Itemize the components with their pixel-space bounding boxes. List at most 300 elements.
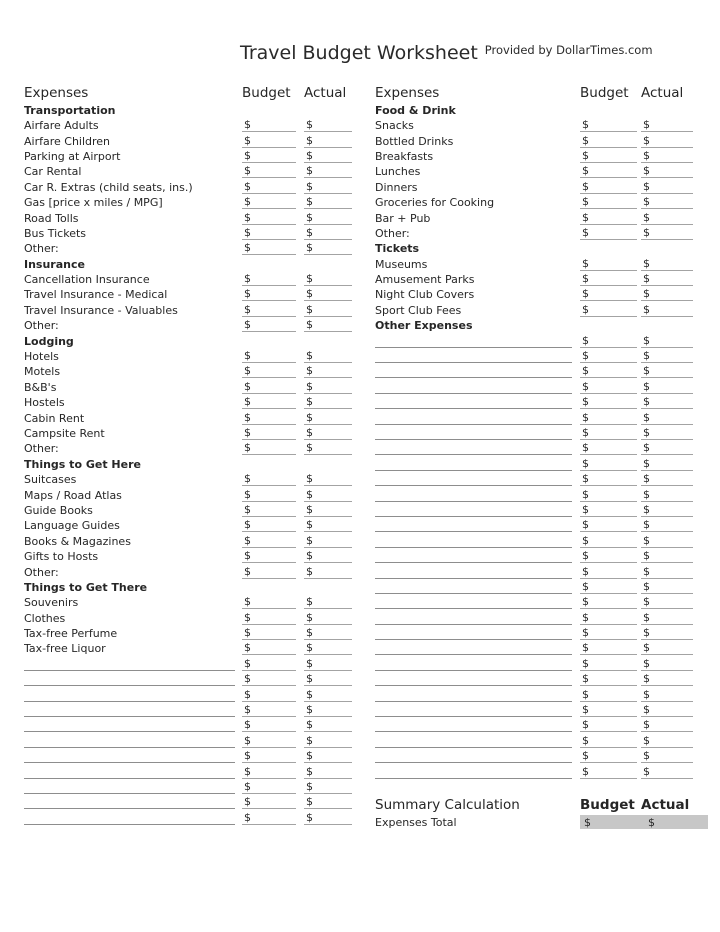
blank-expense-row (24, 809, 352, 824)
currency-symbol: $ (582, 579, 589, 593)
blank-write-in-line (24, 749, 235, 763)
actual-amount-field (641, 180, 693, 194)
expense-row (375, 301, 693, 316)
actual-amount-field (304, 287, 352, 301)
budget-amount-field (580, 641, 637, 655)
currency-symbol: $ (582, 687, 589, 701)
blank-write-in-line (24, 795, 235, 809)
blank-expense-row (375, 378, 693, 393)
currency-symbol: $ (306, 148, 313, 162)
blank-write-in-line (375, 472, 572, 486)
budget-amount-field (580, 164, 637, 178)
actual-column-header: Actual (304, 85, 347, 102)
expense-label: Hotels (24, 350, 59, 364)
expense-row (24, 409, 352, 424)
currency-symbol: $ (306, 225, 313, 239)
currency-symbol: $ (582, 733, 589, 747)
expense-row (24, 363, 352, 378)
expense-label: Dinners (375, 180, 418, 194)
currency-symbol: $ (244, 810, 251, 824)
blank-write-in-line (375, 380, 572, 394)
actual-amount-field (641, 349, 693, 363)
blank-write-in-line (375, 765, 572, 779)
blank-write-in-line (24, 811, 235, 825)
budget-amount-field (242, 318, 296, 332)
budget-amount-field (242, 134, 296, 148)
budget-amount-field (242, 441, 296, 455)
currency-symbol: $ (643, 733, 650, 747)
budget-amount-field (580, 272, 637, 286)
actual-amount-field (641, 488, 693, 502)
actual-amount-field (304, 626, 352, 640)
actual-amount-field (641, 580, 693, 594)
column-header-row (375, 86, 693, 101)
currency-symbol: $ (306, 241, 313, 255)
expense-row (24, 194, 352, 209)
currency-symbol: $ (306, 379, 313, 393)
currency-symbol: $ (306, 641, 313, 655)
expense-row (24, 563, 352, 578)
expense-row (24, 502, 352, 517)
expense-label: Cabin Rent (24, 411, 85, 425)
currency-symbol: $ (244, 195, 251, 209)
actual-amount-field (304, 780, 352, 794)
currency-symbol: $ (643, 133, 650, 147)
currency-symbol: $ (306, 441, 313, 455)
budget-amount-field (242, 749, 296, 763)
expense-row (24, 178, 352, 193)
currency-symbol: $ (244, 549, 251, 563)
summary-header-row (375, 796, 693, 813)
blank-write-in-line (375, 395, 572, 409)
currency-symbol: $ (643, 287, 650, 301)
currency-symbol: $ (306, 349, 313, 363)
budget-amount-field (242, 180, 296, 194)
currency-symbol: $ (582, 164, 589, 178)
expense-row (375, 148, 693, 163)
blank-expense-row (375, 702, 693, 717)
budget-amount-field (580, 395, 637, 409)
currency-symbol: $ (244, 795, 251, 809)
budget-amount-field (242, 795, 296, 809)
expense-label: Car R. Extras (child seats, ins.) (24, 180, 193, 194)
currency-symbol: $ (244, 533, 251, 547)
currency-symbol: $ (306, 164, 313, 178)
blank-expense-row (375, 640, 693, 655)
currency-symbol: $ (643, 472, 650, 486)
blank-expense-row (375, 625, 693, 640)
budget-amount-field (242, 395, 296, 409)
currency-symbol: $ (306, 302, 313, 316)
actual-amount-field (304, 349, 352, 363)
actual-amount-field (641, 734, 693, 748)
expenses-total-row (375, 814, 693, 829)
actual-amount-field (641, 534, 693, 548)
expense-row (375, 209, 693, 224)
section-title: Transportation (24, 103, 116, 117)
currency-symbol: $ (643, 610, 650, 624)
currency-symbol: $ (643, 225, 650, 239)
blank-expense-row (375, 686, 693, 701)
expense-row (375, 255, 693, 270)
budget-amount-field (242, 241, 296, 255)
blank-write-in-line (24, 672, 235, 686)
expense-label: Amusement Parks (375, 273, 475, 287)
blank-expense-row (24, 779, 352, 794)
blank-write-in-line (375, 503, 572, 517)
currency-symbol: $ (582, 564, 589, 578)
currency-symbol: $ (244, 272, 251, 286)
currency-symbol: $ (643, 164, 650, 178)
expense-row (24, 348, 352, 363)
actual-amount-field (641, 765, 693, 779)
currency-symbol: $ (643, 487, 650, 501)
actual-amount-field (304, 164, 352, 178)
actual-amount-field (304, 795, 352, 809)
expenses-column-left (24, 86, 352, 825)
budget-amount-field (242, 703, 296, 717)
actual-amount-field (304, 211, 352, 225)
currency-symbol: $ (244, 595, 251, 609)
expense-label: Travel Insurance - Medical (24, 288, 168, 302)
expense-label: Bar + Pub (375, 211, 431, 225)
budget-amount-field (242, 780, 296, 794)
currency-symbol: $ (244, 225, 251, 239)
currency-symbol: $ (582, 595, 589, 609)
actual-amount-field (641, 457, 693, 471)
actual-amount-field (641, 303, 693, 317)
currency-symbol: $ (643, 410, 650, 424)
budget-amount-field (580, 611, 637, 625)
budget-amount-field (580, 765, 637, 779)
actual-amount-field (641, 672, 693, 686)
expense-row (24, 148, 352, 163)
currency-symbol: $ (582, 118, 589, 132)
expense-label: Airfare Children (24, 134, 111, 148)
budget-amount-field (580, 134, 637, 148)
actual-amount-field (304, 318, 352, 332)
blank-expense-row (375, 394, 693, 409)
currency-symbol: $ (306, 779, 313, 793)
actual-amount-field (641, 703, 693, 717)
currency-symbol: $ (582, 518, 589, 532)
budget-amount-field (242, 657, 296, 671)
budget-amount-field (580, 503, 637, 517)
blank-write-in-line (375, 688, 572, 702)
currency-symbol: $ (306, 656, 313, 670)
currency-symbol: $ (306, 425, 313, 439)
budget-amount-field (580, 287, 637, 301)
blank-expense-row (375, 486, 693, 501)
currency-symbol: $ (582, 641, 589, 655)
currency-symbol: $ (244, 395, 251, 409)
expense-label: Other: (24, 565, 59, 579)
actual-amount-field (304, 765, 352, 779)
currency-symbol: $ (643, 579, 650, 593)
expense-row (24, 301, 352, 316)
budget-amount-field (580, 118, 637, 132)
expense-row (375, 194, 693, 209)
blank-expense-row (375, 502, 693, 517)
expense-row (375, 132, 693, 147)
expenses-total-fields (580, 815, 708, 829)
blank-expense-row (24, 717, 352, 732)
budget-amount-field (580, 180, 637, 194)
currency-symbol: $ (643, 502, 650, 516)
currency-symbol: $ (643, 379, 650, 393)
currency-symbol: $ (306, 533, 313, 547)
blank-write-in-line (375, 580, 572, 594)
budget-amount-field (580, 549, 637, 563)
blank-write-in-line (24, 765, 235, 779)
actual-amount-field (641, 149, 693, 163)
currency-symbol: $ (244, 518, 251, 532)
budget-amount-field (580, 411, 637, 425)
actual-amount-field (641, 503, 693, 517)
actual-amount-field (641, 257, 693, 271)
currency-symbol: $ (244, 302, 251, 316)
actual-amount-field (304, 657, 352, 671)
expense-label: Tax-free Liquor (24, 642, 106, 656)
expenses-total-actual-field: $ (648, 815, 655, 829)
budget-amount-field (242, 626, 296, 640)
currency-symbol: $ (643, 364, 650, 378)
blank-write-in-line (375, 672, 572, 686)
blank-write-in-line (24, 657, 235, 671)
currency-symbol: $ (643, 118, 650, 132)
actual-amount-field (641, 549, 693, 563)
currency-symbol: $ (244, 487, 251, 501)
budget-amount-field (242, 688, 296, 702)
actual-amount-field (641, 718, 693, 732)
expense-row (24, 271, 352, 286)
currency-symbol: $ (582, 302, 589, 316)
expense-label: Books & Magazines (24, 534, 131, 548)
budget-column-header: Budget (242, 85, 291, 102)
blank-write-in-line (375, 534, 572, 548)
section-header-things-to-get-here (24, 455, 352, 470)
expense-row (24, 132, 352, 147)
budget-amount-field (242, 226, 296, 240)
currency-symbol: $ (643, 718, 650, 732)
currency-symbol: $ (582, 410, 589, 424)
currency-symbol: $ (643, 549, 650, 563)
currency-symbol: $ (582, 502, 589, 516)
blank-write-in-line (375, 488, 572, 502)
budget-amount-field (242, 380, 296, 394)
section-title: Things to Get There (24, 580, 148, 594)
section-header-transportation (24, 101, 352, 116)
blank-expense-row (375, 748, 693, 763)
actual-column-header: Actual (641, 85, 684, 102)
blank-write-in-line (24, 703, 235, 717)
actual-amount-field (641, 426, 693, 440)
currency-symbol: $ (244, 641, 251, 655)
expense-row (24, 317, 352, 332)
currency-symbol: $ (244, 610, 251, 624)
expenses-total-label: Expenses Total (375, 816, 457, 829)
expense-label: Suitcases (24, 473, 77, 487)
budget-amount-field (242, 426, 296, 440)
currency-symbol: $ (582, 133, 589, 147)
actual-amount-field (641, 164, 693, 178)
currency-symbol: $ (306, 549, 313, 563)
blank-write-in-line (24, 780, 235, 794)
blank-write-in-line (375, 457, 572, 471)
currency-symbol: $ (582, 487, 589, 501)
actual-amount-field (304, 241, 352, 255)
expense-label: Bus Tickets (24, 226, 87, 240)
budget-column-header: Budget (580, 85, 629, 102)
currency-symbol: $ (244, 241, 251, 255)
summary-actual-column-header: Actual (641, 797, 690, 813)
actual-amount-field (641, 364, 693, 378)
blank-write-in-line (375, 641, 572, 655)
actual-amount-field (304, 226, 352, 240)
blank-expense-row (375, 609, 693, 624)
actual-amount-field (304, 549, 352, 563)
currency-symbol: $ (244, 687, 251, 701)
expense-label: Parking at Airport (24, 149, 121, 163)
currency-symbol: $ (582, 395, 589, 409)
blank-expense-row (24, 702, 352, 717)
currency-symbol: $ (306, 318, 313, 332)
expense-label: Bottled Drinks (375, 134, 454, 148)
title-block (240, 42, 653, 65)
currency-symbol: $ (643, 256, 650, 270)
currency-symbol: $ (582, 364, 589, 378)
currency-symbol: $ (643, 425, 650, 439)
blank-expense-row (375, 671, 693, 686)
actual-amount-field (641, 195, 693, 209)
budget-amount-field (242, 272, 296, 286)
blank-write-in-line (375, 411, 572, 425)
budget-amount-field (580, 441, 637, 455)
budget-amount-field (580, 426, 637, 440)
expense-label: Groceries for Cooking (375, 196, 495, 210)
blank-write-in-line (375, 549, 572, 563)
actual-amount-field (641, 749, 693, 763)
blank-write-in-line (375, 734, 572, 748)
actual-amount-field (304, 364, 352, 378)
provider-credit: Provided by DollarTimes.com (484, 43, 653, 57)
currency-symbol: $ (306, 810, 313, 824)
actual-amount-field (304, 411, 352, 425)
expense-label: Other: (375, 226, 410, 240)
currency-symbol: $ (643, 195, 650, 209)
budget-amount-field (580, 226, 637, 240)
currency-symbol: $ (244, 703, 251, 717)
budget-amount-field (242, 364, 296, 378)
currency-symbol: $ (582, 210, 589, 224)
section-title: Food & Drink (375, 103, 456, 117)
currency-symbol: $ (306, 687, 313, 701)
actual-amount-field (304, 734, 352, 748)
blank-write-in-line (375, 657, 572, 671)
budget-amount-field (580, 211, 637, 225)
actual-amount-field (641, 472, 693, 486)
expenses-column-right (375, 86, 693, 779)
expense-label: Other: (24, 319, 59, 333)
blank-expense-row (24, 671, 352, 686)
blank-expense-row (375, 409, 693, 424)
currency-symbol: $ (582, 672, 589, 686)
blank-write-in-line (375, 334, 572, 348)
actual-amount-field (641, 611, 693, 625)
blank-expense-row (375, 348, 693, 363)
blank-expense-row (375, 579, 693, 594)
blank-write-in-line (375, 718, 572, 732)
expense-row (375, 178, 693, 193)
currency-symbol: $ (582, 349, 589, 363)
blank-write-in-line (24, 734, 235, 748)
budget-amount-field (580, 688, 637, 702)
actual-amount-field (304, 565, 352, 579)
actual-amount-field (641, 226, 693, 240)
budget-amount-field (580, 703, 637, 717)
blank-write-in-line (375, 749, 572, 763)
currency-symbol: $ (306, 179, 313, 193)
budget-amount-field (580, 472, 637, 486)
expense-label: Gifts to Hosts (24, 550, 99, 564)
currency-symbol: $ (582, 287, 589, 301)
currency-symbol: $ (582, 549, 589, 563)
expense-label: Airfare Adults (24, 119, 99, 133)
expense-label: Cancellation Insurance (24, 273, 150, 287)
currency-symbol: $ (244, 118, 251, 132)
expense-row (375, 163, 693, 178)
blank-expense-row (375, 732, 693, 747)
currency-symbol: $ (306, 764, 313, 778)
budget-amount-field (580, 534, 637, 548)
budget-amount-field (580, 257, 637, 271)
currency-symbol: $ (306, 749, 313, 763)
blank-expense-row (375, 548, 693, 563)
currency-symbol: $ (306, 795, 313, 809)
currency-symbol: $ (643, 518, 650, 532)
actual-amount-field (641, 657, 693, 671)
actual-amount-field (304, 672, 352, 686)
actual-amount-field (641, 411, 693, 425)
currency-symbol: $ (643, 595, 650, 609)
actual-amount-field (641, 641, 693, 655)
budget-amount-field (580, 334, 637, 348)
budget-amount-field (242, 195, 296, 209)
currency-symbol: $ (582, 718, 589, 732)
blank-expense-row (375, 440, 693, 455)
expenses-total-budget-field: $ (584, 815, 591, 829)
expense-row (24, 117, 352, 132)
expense-label: B&B's (24, 380, 57, 394)
expense-label: Travel Insurance - Valuables (24, 303, 178, 317)
budget-amount-field (580, 734, 637, 748)
summary-budget-column-header: Budget (580, 797, 635, 813)
section-title: Lodging (24, 334, 74, 348)
currency-symbol: $ (643, 749, 650, 763)
currency-symbol: $ (582, 225, 589, 239)
actual-amount-field (304, 595, 352, 609)
currency-symbol: $ (244, 364, 251, 378)
currency-symbol: $ (582, 441, 589, 455)
section-title: Things to Get Here (24, 457, 141, 471)
currency-symbol: $ (244, 718, 251, 732)
currency-symbol: $ (643, 626, 650, 640)
budget-amount-field (242, 595, 296, 609)
currency-symbol: $ (643, 441, 650, 455)
section-header-food-drink (375, 101, 693, 116)
currency-symbol: $ (643, 272, 650, 286)
blank-expense-row (375, 363, 693, 378)
